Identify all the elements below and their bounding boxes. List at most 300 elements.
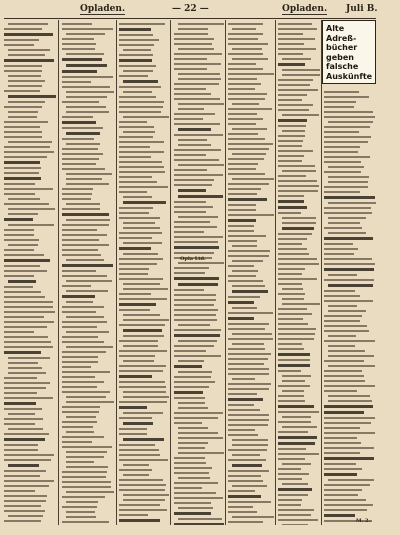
illegible-entry-line [62,361,98,363]
illegible-entry-line [178,195,223,198]
column-divider [275,20,276,525]
illegible-entry-line [278,499,302,501]
illegible-entry-line [62,321,107,323]
illegible-entry-line [324,437,357,439]
illegible-entry-line [324,315,362,317]
illegible-entry-line [119,136,153,138]
illegible-entry-line [174,43,212,45]
illegible-entry-line [4,311,55,313]
illegible-entry-line [228,123,256,125]
illegible-entry-line [4,270,47,272]
illegible-entry-line [282,303,320,305]
illegible-entry-line [66,183,109,185]
illegible-entry-line [278,125,306,127]
illegible-entry-line [324,422,371,424]
illegible-entry-line [178,432,218,434]
illegible-entry-line [328,217,366,219]
illegible-entry-line [66,316,104,318]
illegible-entry-line [62,213,109,216]
illegible-entry-line [62,376,95,378]
illegible-entry-line [178,144,211,146]
illegible-entry-line [174,174,223,176]
illegible-entry-line [324,411,364,414]
illegible-entry-line [278,28,317,30]
illegible-entry-line [4,321,54,323]
illegible-entry-line [62,86,110,88]
advert-line: Alte [326,24,345,33]
illegible-entry-line [174,38,214,40]
illegible-entry-line [232,270,258,272]
illegible-entry-line [278,84,310,86]
illegible-entry-line [174,88,206,90]
illegible-entry-line [174,83,219,85]
illegible-entry-line [228,250,270,252]
illegible-entry-line [8,49,50,51]
illegible-entry-line [278,353,310,356]
illegible-entry-line [123,288,168,290]
illegible-entry-line [4,423,35,425]
illegible-entry-line [4,254,44,256]
illegible-entry-line [62,239,99,241]
illegible-entry-line [324,126,370,128]
illegible-entry-line [8,198,40,200]
illegible-entry-line [174,512,211,515]
illegible-entry-line [62,264,113,267]
illegible-entry-line [328,479,374,481]
illegible-entry-line [324,146,360,148]
illegible-entry-line [174,467,212,469]
illegible-entry-line [119,141,164,143]
illegible-entry-line [278,233,312,235]
illegible-entry-line [66,106,106,108]
illegible-entry-line [119,75,148,77]
illegible-entry-line [4,520,41,522]
illegible-entry-line [228,163,258,165]
illegible-entry-line [4,438,45,441]
illegible-entry-line [282,375,311,377]
illegible-entry-line [119,375,152,378]
illegible-entry-line [278,283,302,285]
illegible-entry-line [4,59,54,62]
illegible-entry-line [119,191,147,193]
illegible-entry-line [4,161,40,164]
illegible-entry-line [228,506,253,508]
column-divider [170,20,171,525]
illegible-entry-line [4,229,34,231]
illegible-entry-line [278,165,315,167]
illegible-entry-line [278,278,317,280]
illegible-entry-line [119,509,167,511]
illegible-entry-line [324,131,359,133]
illegible-entry-line [232,333,272,335]
column-divider [58,20,59,525]
illegible-entry-line [4,136,42,138]
advert-line: geben [326,52,354,62]
illegible-entry-line [278,473,309,475]
illegible-entry-line [278,385,310,387]
illegible-entry-line [119,151,164,153]
illegible-entry-line [4,382,50,384]
illegible-entry-line [119,23,165,25]
illegible-entry-line [232,516,274,518]
illegible-entry-line [62,381,104,383]
illegible-entry-line [62,229,97,231]
illegible-entry-line [62,158,99,160]
illegible-entry-line [278,448,306,450]
illegible-entry-line [324,227,362,229]
illegible-entry-line [174,272,205,274]
illegible-entry-line [66,331,109,333]
illegible-entry-line [4,408,42,410]
illegible-entry-line [62,254,101,256]
illegible-entry-line [123,499,165,501]
illegible-entry-line [328,121,373,123]
illegible-entry-line [278,370,301,372]
illegible-entry-line [62,441,92,443]
illegible-entry-line [4,433,49,435]
illegible-entry-line [228,383,271,385]
illegible-entry-line [324,452,360,454]
illegible-entry-line [178,427,208,429]
illegible-entry-line [62,306,104,308]
column-7 [324,88,376,525]
illegible-entry-line [62,153,103,155]
illegible-entry-line [278,323,308,325]
illegible-entry-line [278,175,306,177]
illegible-entry-line [228,23,263,25]
illegible-entry-line [119,504,160,506]
illegible-entry-line [278,411,319,413]
illegible-entry-line [228,183,269,185]
illegible-entry-line [178,28,208,30]
illegible-entry-line [278,38,315,40]
illegible-entry-line [232,178,274,180]
illegible-entry-line [119,59,152,62]
illegible-entry-line [324,370,362,372]
illegible-entry-line [278,33,303,35]
illegible-entry-line [8,208,55,210]
illegible-entry-line [62,270,96,272]
illegible-entry-line [324,186,368,188]
right-running-title: Opladen. [282,4,328,14]
illegible-entry-line [324,494,358,496]
column-1 [4,20,56,525]
illegible-entry-line [174,523,224,525]
illegible-entry-line [119,406,147,409]
illegible-entry-line [123,49,151,51]
illegible-entry-line [328,176,369,178]
illegible-entry-line [174,134,223,136]
illegible-entry-line [228,490,255,492]
illegible-entry-line [62,188,93,190]
illegible-entry-line [174,123,220,125]
illegible-entry-line [278,248,307,250]
advert-line: Auskünfte [326,71,373,81]
illegible-entry-line [228,280,263,282]
illegible-entry-line [324,514,355,517]
illegible-entry-line [174,482,218,484]
illegible-entry-line [174,334,220,337]
illegible-entry-line [228,388,269,390]
illegible-entry-line [62,38,94,40]
illegible-entry-line [174,226,217,228]
illegible-entry-line [228,73,274,75]
illegible-entry-line [62,326,97,328]
illegible-entry-line [119,166,164,168]
illegible-entry-line [62,506,97,508]
illegible-entry-line [4,286,33,288]
illegible-entry-line [62,446,112,448]
illegible-entry-line [119,489,165,491]
illegible-entry-line [324,300,373,302]
illegible-entry-line [62,411,99,413]
illegible-entry-line [178,507,213,509]
illegible-entry-line [228,209,256,211]
illegible-entry-line [119,417,152,419]
illegible-entry-line [123,283,160,285]
illegible-entry-line [282,170,316,172]
illegible-entry-line [324,330,369,332]
illegible-entry-line [123,253,158,255]
illegible-entry-line [282,298,304,300]
section-subheading: Opla Ltd. [180,256,206,262]
illegible-entry-line [178,340,217,342]
illegible-entry-line [66,401,114,403]
illegible-entry-line [278,48,316,50]
illegible-entry-line [62,406,100,408]
illegible-entry-line [174,252,214,254]
illegible-entry-line [278,243,302,245]
illegible-entry-line [278,195,304,197]
illegible-entry-line [178,216,218,218]
illegible-entry-line [174,309,218,311]
illegible-entry-line [8,116,37,118]
illegible-entry-line [324,509,367,511]
illegible-entry-line [278,488,312,491]
illegible-entry-line [8,95,56,98]
illegible-entry-line [278,348,304,350]
illegible-entry-line [228,317,254,320]
illegible-entry-line [119,303,156,306]
illegible-entry-line [119,381,165,383]
illegible-entry-line [4,301,53,303]
illegible-entry-line [4,193,35,195]
illegible-entry-line [123,80,158,83]
illegible-entry-line [232,103,259,105]
illegible-entry-line [4,239,39,241]
illegible-entry-line [324,457,374,460]
illegible-entry-line [174,289,204,291]
illegible-entry-line [174,58,207,60]
illegible-entry-line [66,53,104,55]
illegible-entry-line [174,365,202,368]
illegible-entry-line [4,459,51,461]
illegible-entry-line [62,486,111,488]
illegible-entry-line [232,260,263,262]
illegible-entry-line [174,397,205,399]
illegible-entry-line [278,509,314,511]
illegible-entry-line [328,222,360,224]
illegible-entry-line [228,353,271,355]
illegible-entry-line [4,218,33,221]
illegible-entry-line [119,126,154,128]
illegible-entry-line [66,173,112,175]
illegible-entry-line [62,336,98,338]
illegible-entry-line [178,447,205,449]
illegible-entry-line [324,268,374,271]
illegible-entry-line [123,345,158,347]
illegible-entry-line [324,136,371,138]
illegible-entry-line [328,232,366,234]
illegible-entry-line [62,168,105,170]
illegible-entry-line [232,464,262,467]
illegible-entry-line [174,93,211,95]
illegible-entry-line [282,227,314,230]
illegible-entry-line [328,284,373,287]
illegible-entry-line [62,436,104,438]
illegible-entry-line [278,206,307,209]
illegible-entry-line [123,242,162,244]
illegible-entry-line [4,39,39,41]
illegible-entry-line [324,263,375,265]
illegible-entry-line [278,338,314,340]
illegible-entry-line [278,359,310,361]
illegible-entry-line [278,185,319,187]
illegible-entry-line [66,203,100,205]
illegible-entry-line [278,268,305,270]
illegible-entry-line [282,58,311,60]
illegible-entry-line [4,33,53,36]
illegible-entry-line [228,143,273,145]
illegible-entry-line [328,400,372,402]
illegible-entry-line [4,259,50,262]
illegible-entry-line [232,28,256,30]
illegible-entry-line [62,234,107,236]
illegible-entry-line [123,494,169,496]
illegible-entry-line [278,23,312,25]
illegible-entry-line [228,480,263,482]
illegible-entry-line [119,365,166,367]
illegible-entry-line [324,340,375,342]
illegible-entry-line [62,48,95,50]
illegible-entry-line [278,458,305,460]
illegible-entry-line [123,319,169,321]
illegible-entry-line [4,495,47,497]
illegible-entry-line [324,432,375,434]
illegible-entry-line [4,351,41,354]
illegible-entry-line [174,386,209,388]
illegible-entry-line [324,237,373,240]
illegible-entry-line [119,370,163,372]
illegible-entry-line [4,234,34,236]
illegible-entry-line [119,459,168,461]
illegible-entry-line [328,305,357,307]
illegible-entry-line [282,416,311,418]
illegible-entry-line [178,103,224,105]
illegible-entry-line [62,351,106,353]
illegible-entry-line [282,217,316,219]
illegible-entry-line [278,273,302,275]
illegible-entry-line [119,28,151,31]
illegible-entry-line [328,355,374,357]
illegible-entry-line [282,483,308,485]
illegible-entry-line [8,464,39,467]
illegible-entry-line [178,262,224,264]
illegible-entry-line [324,295,360,297]
illegible-entry-line [119,444,155,446]
illegible-entry-line [66,416,96,418]
illegible-entry-line [228,113,257,115]
illegible-entry-line [62,476,106,478]
illegible-entry-line [4,418,43,420]
illegible-entry-line [4,172,39,174]
illegible-entry-line [324,427,360,429]
illegible-entry-line [4,490,35,492]
illegible-entry-line [228,373,269,375]
illegible-entry-line [228,398,263,401]
illegible-entry-line [66,280,112,282]
illegible-entry-line [174,376,211,378]
illegible-entry-line [174,277,219,280]
illegible-entry-line [228,323,269,325]
illegible-entry-line [62,386,97,388]
illegible-entry-line [174,391,203,394]
illegible-entry-line [324,489,362,491]
illegible-entry-line [66,456,104,458]
illegible-entry-line [123,196,152,198]
illegible-entry-line [66,461,94,463]
illegible-entry-line [178,128,211,131]
illegible-entry-line [328,335,356,337]
illegible-entry-line [232,307,257,309]
illegible-entry-line [119,96,156,98]
illegible-entry-line [4,485,49,487]
illegible-entry-line [4,377,37,379]
illegible-entry-line [228,240,257,242]
illegible-entry-line [119,207,153,209]
illegible-entry-line [8,111,38,113]
illegible-entry-line [278,431,308,433]
illegible-entry-line [178,407,208,409]
illegible-entry-line [278,200,304,203]
illegible-entry-line [174,294,216,296]
illegible-entry-line [4,341,51,343]
illegible-entry-line [4,346,53,348]
illegible-entry-line [119,449,159,451]
illegible-entry-line [62,496,105,498]
illegible-entry-line [119,519,160,522]
illegible-entry-line [278,519,318,521]
illegible-entry-line [119,181,157,183]
illegible-entry-line [123,474,149,476]
illegible-entry-line [123,464,149,466]
illegible-entry-line [324,279,374,281]
illegible-entry-line [8,515,43,517]
illegible-entry-line [278,318,303,320]
illegible-entry-line [174,487,202,489]
column-6 [278,20,320,525]
illegible-entry-line [4,167,41,169]
illegible-entry-line [119,171,165,173]
illegible-entry-line [174,221,210,223]
illegible-entry-line [228,230,254,232]
illegible-entry-line [62,121,96,124]
illegible-entry-line [278,79,313,81]
illegible-entry-line [324,447,374,449]
illegible-entry-line [62,28,113,30]
illegible-entry-line [324,442,361,444]
illegible-entry-line [119,186,168,188]
